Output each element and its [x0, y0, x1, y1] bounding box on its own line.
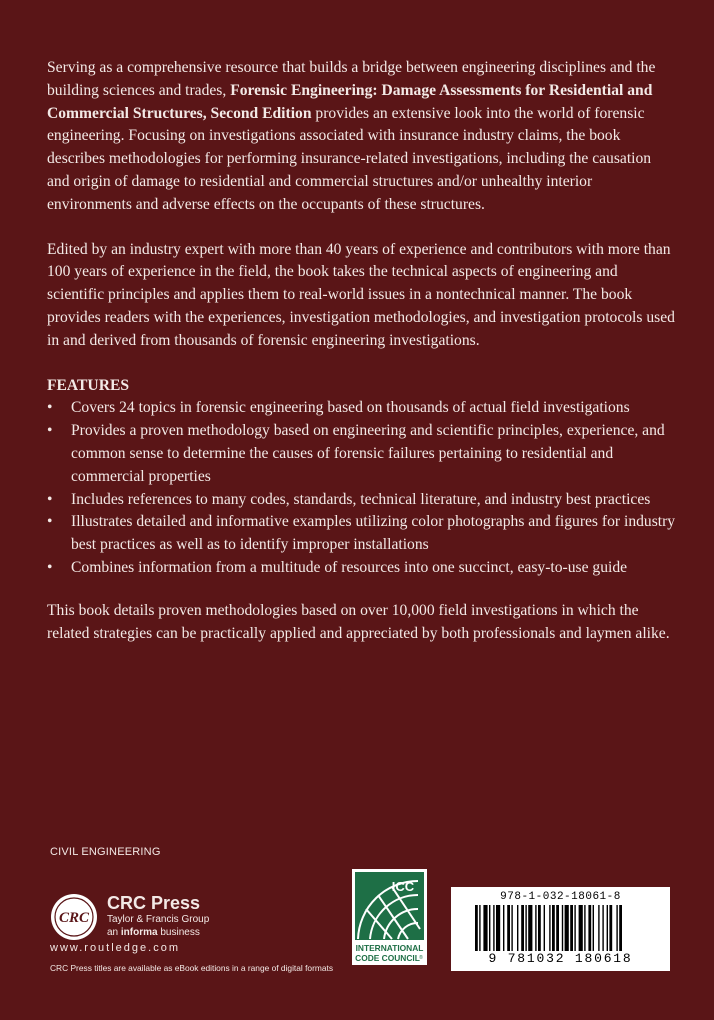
barcode-bar [609, 905, 612, 951]
barcode-bar [565, 905, 569, 951]
feature-item [47, 511, 677, 557]
feature-item [47, 557, 677, 580]
intro-paragraph [47, 57, 677, 217]
barcode-bar [562, 905, 563, 951]
barcode-bar [503, 905, 504, 951]
barcode-bar [475, 905, 478, 951]
feature-text: Includes references to many codes, standards, technical literature, and industry best practices [71, 490, 651, 508]
publisher-group: Taylor & Francis Group [107, 914, 210, 925]
publisher-website: www.routledge.com [50, 942, 180, 954]
bullet-icon: • [47, 558, 53, 576]
isbn-number: 978-1-032-18061-8 [500, 891, 621, 903]
features-heading: FEATURES [47, 376, 130, 394]
bullet-icon: • [47, 399, 53, 417]
barcode-digits [451, 951, 670, 966]
barcode-bar [607, 905, 608, 951]
back-cover-text [47, 57, 677, 667]
barcode-bar [489, 905, 490, 951]
intro-post: provides an extensive look into the world of forensic engineering. Focusing on investigations associated with insurance industry claims, the book describes methodologies for performing insurance-related investigations, including the causation and origin of damage to residential and commercial structures and/or unhealthy interior environments and adverse effects on the occupants of these structures. [47, 104, 652, 213]
informa-suffix: business [157, 927, 200, 938]
barcode-bar [574, 905, 575, 951]
icc-abbr: ICC [391, 879, 415, 894]
barcode-bar [479, 905, 480, 951]
category-label: CIVIL ENGINEERING [50, 846, 161, 858]
bullet-icon: • [47, 422, 53, 440]
barcode-bar [588, 905, 591, 951]
editor-paragraph: Edited by an industry expert with more than 40 years of experience and contributors with more than 100 years of experience in the field, the book takes the technical aspects of engineering and scientific principles and applies them to real-world issues in a nontechnical manner. The book provides readers with the experiences, investigation methodologies, and investigation protocols used in and derived from thousands of forensic engineering investigations. [47, 240, 675, 349]
bullet-icon: • [47, 490, 53, 508]
barcode-bar [570, 905, 573, 951]
icc-logo-graphic [352, 869, 427, 965]
informa-bold: informa [120, 927, 158, 938]
barcode-bar [496, 905, 500, 951]
barcode-bar [602, 905, 603, 951]
barcode-bar [579, 905, 583, 951]
barcode-bar [493, 905, 494, 951]
barcode-bar [552, 905, 555, 951]
barcode-bar [619, 905, 622, 951]
barcode-bar [598, 905, 599, 951]
feature-item [47, 397, 677, 420]
feature-item [47, 420, 677, 488]
feature-text: Covers 24 topics in forensic engineering based on thousands of actual field investigations [71, 399, 630, 417]
barcode-bar [549, 905, 550, 951]
feature-text: Illustrates detailed and informative examples utilizing color photographs and figures for industry best practices as well as to identify improper installations [71, 513, 676, 554]
book-title: Forensic Engineering: Damage Assessments for Residential and Commercial Structures, Second Edition [47, 81, 653, 122]
barcode-bar [517, 905, 518, 951]
feature-item [47, 489, 677, 512]
icc-line2: CODE COUNCIL [355, 953, 420, 963]
icc-registered: ® [419, 955, 423, 961]
barcode-bar [507, 905, 510, 951]
icc-logo [352, 869, 427, 965]
barcode-bar [584, 905, 585, 951]
barcode-bar [593, 905, 594, 951]
ebook-note: CRC Press titles are available as eBook editions in a range of digital formats [50, 963, 334, 973]
informa-prefix: an [107, 927, 121, 938]
barcode-digit-first: 9 [488, 951, 499, 966]
barcode-bar [544, 905, 545, 951]
barcode-digit-group1: 781032 [507, 951, 566, 966]
feature-text: Combines information from a multitude of resources into one succinct, easy-to-use guide [71, 558, 628, 576]
barcode-bar [483, 905, 487, 951]
features-list [47, 397, 677, 579]
barcode-bar [538, 905, 541, 951]
feature-text: Provides a proven methodology based on engineering and scientific principles, experience, and common sense to determine the causes of forensic failures pertaining to residential and commercial properties [71, 422, 665, 485]
barcode-bars [475, 905, 655, 955]
barcode-bar [528, 905, 532, 951]
barcode-bar [616, 905, 617, 951]
barcode-bar [535, 905, 536, 951]
barcode-bar [556, 905, 559, 951]
icc-line1: INTERNATIONAL [355, 943, 424, 953]
publisher-name: CRC Press [107, 893, 201, 913]
closing-paragraph: This book details proven methodologies based on over 10,000 field investigations in which the related strategies can be practically applied and appreciated by both professionals and laymen alike. [47, 601, 670, 642]
bullet-icon: • [47, 513, 53, 531]
publisher-informa [107, 927, 200, 938]
intro-pre: Serving as a comprehensive resource that builds a bridge between engineering disciplines and the building sciences and trades, [47, 59, 656, 99]
barcode-bar [525, 905, 526, 951]
isbn-barcode [451, 887, 670, 971]
crc-logo-text: CRC [58, 910, 90, 926]
crc-logo-icon [50, 893, 98, 941]
barcode-bar [511, 905, 512, 951]
barcode-digit-group2: 180618 [574, 951, 633, 966]
barcode-bar [521, 905, 524, 951]
